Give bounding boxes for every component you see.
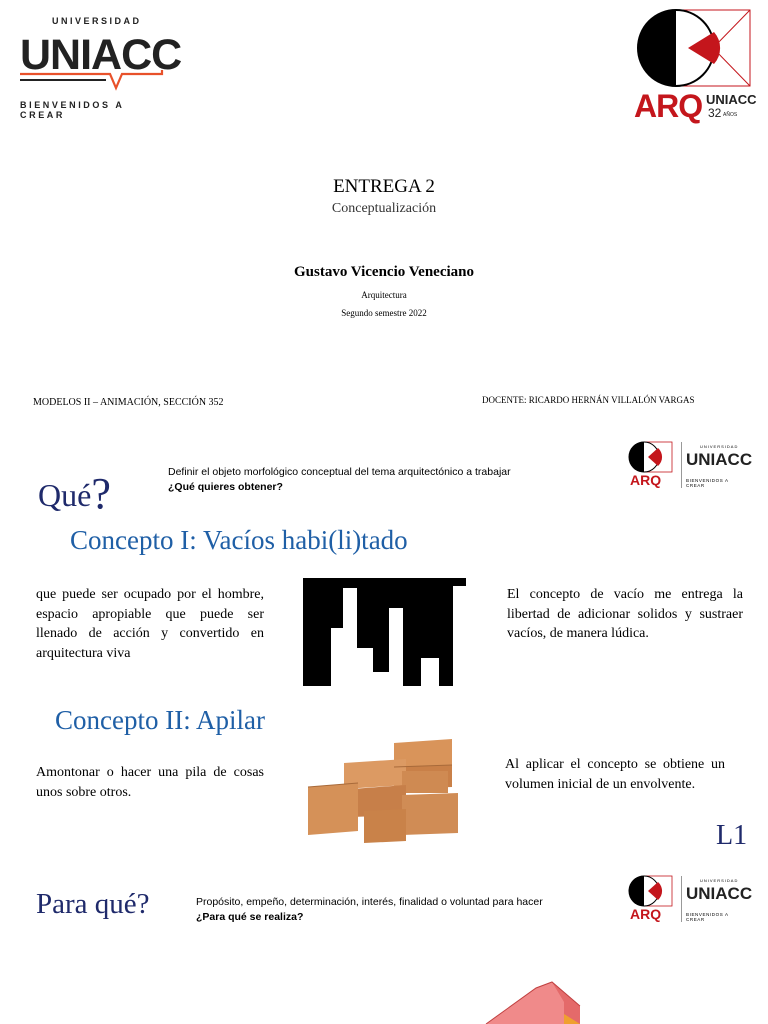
small-brand-name: UNIACC (686, 450, 753, 469)
brand-divider-2 (681, 876, 682, 922)
small-brand-logo-2 (628, 874, 753, 926)
paraque-line2: ¿Para qué se realiza? (196, 911, 304, 923)
paraque-heading: Para qué? (36, 888, 150, 920)
small-brand-tagline-2: BIENVENIDOS A CREAR (686, 912, 729, 922)
paraque-line1: Propósito, empeño, determinación, interés, finalidad o voluntad para hacer (196, 896, 543, 908)
que-heading (38, 466, 111, 517)
author-name: Gustavo Vicencio Veneciano (293, 264, 474, 280)
concepto1-title: Concepto I: Vacíos habi(li)tado (70, 525, 408, 555)
que-question-mark: ? (91, 469, 111, 518)
concepto2-right-text: Al aplicar el concepto se obtiene un volumen inicial de un envolvente. (505, 757, 725, 792)
sheet-label: L1 (716, 820, 748, 851)
stacked-boxes-image (302, 735, 467, 845)
page-title: ENTREGA 2 (333, 176, 435, 197)
small-arq-letters-2: ARQ (630, 906, 662, 922)
concepto1-right-text: El concepto de vacío me entrega la libertad de adicionar solidos y sustraer vacíos, de manera lúdica. (507, 587, 743, 641)
concepto2-title: Concepto II: Apilar (55, 705, 265, 735)
page-subtitle: Conceptualización (331, 201, 437, 216)
career: Arquitectura (361, 290, 407, 300)
small-brand-logo (628, 440, 753, 492)
small-arq-letters: ARQ (630, 472, 662, 488)
arq-years: 32 (708, 106, 722, 120)
logo-university-text: UNIVERSIDAD (52, 16, 142, 26)
small-brand-name-2: UNIACC (686, 884, 753, 903)
arq-brand: UNIACC (706, 92, 757, 107)
teacher-label: DOCENTE: RICARDO HERNÁN VILLALÓN VARGAS (482, 395, 695, 405)
small-brand-top: UNIVERSIDAD (700, 444, 739, 449)
bottom-volume-shape (480, 980, 590, 1024)
small-brand-tagline: BIENVENIDOS A CREAR (686, 478, 729, 488)
que-line2: ¿Qué quieres obtener? (168, 481, 283, 493)
arq-logo (632, 8, 757, 124)
semester: Segundo semestre 2022 (341, 308, 427, 318)
voids-diagram (303, 578, 466, 686)
logo-tagline: BIENVENIDOS A CREAR (20, 100, 125, 120)
concepto1-left-text: que puede ser ocupado por el hombre, espacio apropiable que puede ser llenado de acción y convertido en arquitectura viva (36, 587, 264, 661)
concepto2-left-text: Amontonar o hacer una pila de cosas unos sobre otros. (36, 765, 264, 800)
brand-divider (681, 442, 682, 488)
que-line1: Definir el objeto morfológico conceptual del tema arquitectónico a trabajar (168, 466, 511, 478)
logo-name: UNIACC (20, 31, 182, 79)
que-heading-text: Qué (38, 477, 92, 513)
arq-symbol-icon (632, 8, 754, 98)
arq-years-label: AÑOS (723, 112, 738, 118)
arq-letters: ARQ (634, 88, 703, 124)
course-label: MODELOS II – ANIMACIÓN, SECCIÓN 352 (33, 397, 224, 408)
small-brand-top-2: UNIVERSIDAD (700, 878, 739, 883)
logo-underline-icon (18, 66, 168, 96)
uniacc-logo (18, 14, 182, 120)
